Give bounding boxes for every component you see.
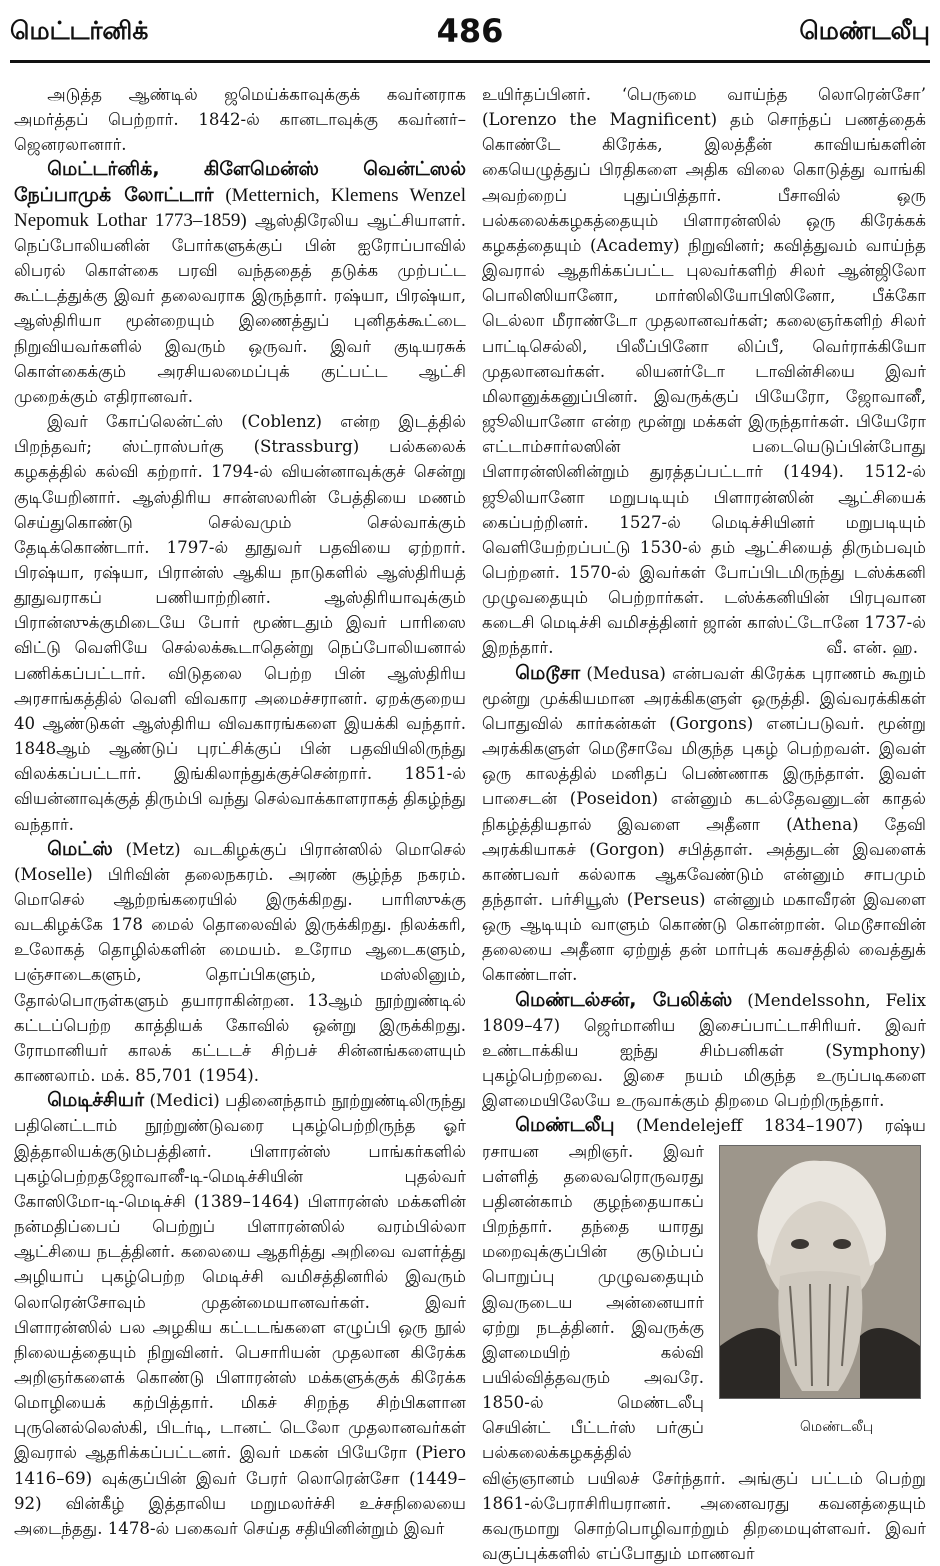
entry-body-medici-continued <box>482 82 926 661</box>
entry-body-metternich: ஆஸ்திரேலிய ஆட்சியாளர். நெப்போலியனின் போர்களுக்குப் பின் ஐரோப்பாவில் லிபரல் கொள்கை பரவி வந்ததைத் தடுக்க முற்பட்ட கூட்டத்துக்கு இவர் தலைவராக இருந்தார். ரஷ்யா, பிரஷ்யா, ஆஸ்திரியா மூன்றையும் இணைத்துப் புனிதக்கூட்டை நிறுவியவர்களில் இவரும் ஒருவர். இவர் குடியரசுக் கொள்கைக்கும் அரசியலமைப்புக் குட்பட்ட ஆட்சி முறைக்கும் எதிரானவர். <box>14 210 466 406</box>
portrait-photo <box>719 1145 921 1399</box>
entry-body-metternich-2: இவர் கோப்லென்ட்ஸ் (Coblenz) என்ற இடத்தில் பிறந்தவர்; ஸ்ட்ராஸ்பர்கு (Strassburg) பல்கலைக் கழகத்தில் கல்வி கற்றார். 1794-ல் வியன்னாவுக்குச் சென்று குடியேறினார். ஆஸ்திரிய சான்ஸலரின் பேத்தியை மணம் செய்துகொண்டு செல்வமும் செல்வாக்கும் தேடிக்கொண்டார். 1797-ல் தூதுவர் பதவியை ஏற்றார். பிரஷ்யா, ரஷ்யா, பிரான்ஸ் ஆகிய நாடுகளில் ஆஸ்திரியத் தூதுவராகப் பணியாற்றினர். ஆஸ்திரியாவுக்கும் பிரான்ஸுக்குமிடையே போர் மூண்டதும் இவர் பாரிஸை விட்டு வெளியே செல்லக்கூடாதென்று நெப்போலியனால் பணிக்கப்பட்டார். விடுதலை பெற்ற பின் ஆஸ்திரிய அரசாங்கத்தில் வெளி விவகார அமைச்சரானர். ஏறக்குறைய 40 ஆண்டுகள் ஆஸ்திரிய விவகாரங்களை இயக்கி வந்தார். 1848ஆம் ஆண்டுப் புரட்சிக்குப் பின் பதவியிலிருந்து விலக்கப்பட்டார். இங்கிலாந்துக்குச்சென்றார். 1851-ல் வியன்னாவுக்குத் திரும்பி வந்து செல்வாக்காளராகத் திகழ்ந்து வந்தார். <box>14 412 466 834</box>
entry-body-metz: வடகிழக்குப் பிரான்ஸில் மொசெல் (Moselle) பிரிவின் தலைநகரம். அரண் சூழ்ந்த நகரம். மொசெல் ஆற்றங்கரையில் இருக்கிறது. பாரிஸுக்கு வடகிழக்கே 178 மைல் தொலைவில் இருக்கிறது. நிலக்கரி, உலோகத் தொழில்களின் மையம். உரோம ஆடைகளும், பஞ்சாடைகளும், தொப்பிகளும், மஸ்லினும், தோல்பொருள்களும் தயாராகின்றன. 13ஆம் நூற்றுண்டில் கட்டப்பெற்ற காத்தியக் கோவில் ஒன்று இருக்கிறது. ரோமானியர் காலக் கட்டடச் சிற்பச் சின்னங்களையும் காணலாம். மக். 85,701 (1954). <box>14 839 467 1086</box>
entry-title-mendelssohn: மெண்டல்சன், பேலிக்ஸ் <box>515 988 733 1011</box>
entry-title-medusa: மெடூசா <box>515 661 581 684</box>
entry-latin-metz: (Metz) <box>125 839 181 859</box>
entry-body-mendeleev: ரஷ்ய ரசாயன அறிஞர். இவர் பள்ளித் தலைவரொருவரது பதினன்காம் குழந்தையாகப் பிறந்தார். தந்தை யாரது மறைவுக்குப்பின் குடும்பப் பொறுப்பு முழுவதையும் இவருடைய அன்னையார் ஏற்று நடத்தினர். இவருக்கு இளமையிற் கல்வி பயில்வித்தவரும் அவரே. 1850-ல் மெண்டலீபு செயின்ட் பீட்டர்ஸ் பர்குப் பல்கலைக்கழகத்தில் விஞ்ஞானம் பயிலச் சேர்ந்தார். அங்குப் பட்டம் பெற்று 1861-ல்பேராசிரியரானர். அனைவரது கவனத்தையும் கவருமாறு சொற்பொழிவாற்றும் திறமையுள்ளவர். இவர் வகுப்புக்களில் எப்போதும் மாணவர் <box>482 1116 926 1564</box>
entry-body-medusa: என்பவள் கிரேக்க புராணம் கூறும் மூன்று முக்கியமான அரக்கிகளுள் ஒருத்தி. இவ்வரக்கிகள் பொதுவில் கார்கன்கள் (Gorgons) எனப்படுவர். மூன்று அரக்கிகளுள் மெடூசாவே மிகுந்த புகழ் பெற்றவள். இவள் ஒரு காலத்தில் மனிதப் பெண்ணாக இருந்தாள். இவள் பாசைடன் (Poseidon) என்னும் கடல்தேவனுடன் காதல் நிகழ்த்தியதால் இவளை அதீனா (Athena) தேவி அரக்கியாகச் (Gorgon) சபித்தாள். அத்துடன் இவளைக் காண்பவர் கல்லாக ஆகவேண்டும் என்னும் சாபமும் தந்தாள். பர்சியூஸ் (Perseus) என்னும் மகாவீரன் இவளை ஒரு ஆடியும் வாளும் கொண்டு கொன்றான். மெடூசாவின் தலையை அதீனா ஏற்றுத் தன் மார்புக் கவசத்தில் வைத்துக் கொண்டாள். <box>482 663 926 985</box>
portrait-figure <box>714 1145 926 1440</box>
paragraph-continued: அடுத்த ஆண்டில் ஜமெய்க்காவுக்குக் கவர்னராக அமர்த்தப் பெற்றார். 1842-ல் கானடாவுக்கு கவர்னர்–ஜெனரலானார். <box>14 85 466 155</box>
entry-latin-mendelssohn: (Mendelssohn, Felix 1809–47) <box>482 990 926 1035</box>
entry-latin-medusa: (Medusa) <box>586 663 666 683</box>
portrait-caption: மெண்டலீபு <box>800 1418 874 1435</box>
right-column <box>482 82 926 1564</box>
entry-title-medici: மெடிச்சியர் <box>47 1089 145 1112</box>
entry-mendelssohn <box>482 988 926 1114</box>
header-rule <box>10 60 930 63</box>
entry-title-mendeleev: மெண்டலீபு <box>515 1114 615 1137</box>
left-column <box>14 82 467 1538</box>
entry-metternich <box>14 157 466 409</box>
running-head-right: மெண்டலீபு <box>799 16 930 45</box>
entry-medusa <box>482 661 926 988</box>
entry-title-metz: மெட்ஸ் <box>47 837 113 860</box>
running-head-left: மெட்டர்னிக் <box>10 16 149 45</box>
entry-title-metternich: மெட்டர்னிக், கிளேமென்ஸ் வென்ட்ஸல் நேப்பாமுக் லோட்டார் <box>14 158 466 206</box>
entry-body-medici: பதினைந்தாம் நூற்றுண்டிலிருந்து பதினெட்டாம் நூற்றுண்டுவரை புகழ்பெற்றிருந்த ஓர் இத்தாலியக்குடும்பத்தினர். பிளாரன்ஸ் பாங்கர்களில் புகழ்பெற்றதஜோவானீ-டி-மெடிச்சியின் புதல்வர் கோஸிமோ-டி-மெடிச்சி (1389–1464) பிளாரன்ஸ் மக்களின் நன்மதிப்பைப் பெற்றுப் பிளாரன்ஸில் வரம்பில்லா ஆட்சியை நடத்தினர். கலையை ஆதரித்து அறிவை வளர்த்து அழியாப் புகழ்பெற்ற மெடிச்சி வமிசத்தினரில் இவரும் லொரென்சோவும் முதன்மையானவர்கள். இவர் பிளாரன்ஸில் பல அழகிய கட்டடங்களை எழுப்பி ஒரு நூல் நிலையத்தையும் நிறுவினர். பெசாரியன் முதலான கிரேக்க அறிஞர்களைக் கொண்டு பிளாரன்ஸ் மக்களுக்குக் கிரேக்க மொழியைக் கற்பித்தார். மிகச் சிறந்த சிற்பிகளான புருனெல்லெஸ்கி, பிடர்டி, டானட் டெலோ முதலானவர்கள் இவரால் ஆதரிக்கப்பட்டனர். இவர் மகன் பியேரோ (Piero 1416–69) வுக்குப்பின் இவர் பேரர் லொரென்சோ (1449–92) வின்கீழ் இத்தாலிய மறுமலர்ச்சி உச்சநிலையை அடைந்தது. 1478-ல் பகைவர் செய்த சதியினின்றும் இவர் <box>14 1091 467 1538</box>
entry-medici <box>14 1088 466 1541</box>
portrait-sketch <box>720 1146 920 1398</box>
entry-latin-metternich: (Metternich, Klemens Wenzel Nepomuk Lothar 1773–1859) <box>14 184 466 231</box>
entry-mendeleev <box>482 1113 926 1566</box>
author-signature: வீ. என். ஹ. <box>826 638 918 658</box>
page-header <box>10 12 930 64</box>
page-number: 486 <box>436 12 504 50</box>
entry-body-mendelssohn: ஜெர்மானிய இசைப்பாட்டாசிரியர். இவர் உண்டாக்கிய ஐந்து சிம்பனிகள் (Symphony) புகழ்பெற்றவை. இசை நயம் மிகுந்த உருப்படிகளை இளமையிலேயே உருவாக்கும் திறமை பெற்றிருந்தார். <box>482 1015 926 1111</box>
medici-continued-text: உயிர்தப்பினர். ‘பெருமை வாய்ந்த லொரென்சோ’ (Lorenzo the Magnificent) தம் சொந்தப் பணத்தைக் கொண்டே கிரேக்க, இலத்தீன் காவியங்களின் கையெழுத்துப் பிரதிகளை அதிக விலை கொடுத்து வாங்கி அவற்றைப் புதுப்பித்தார். பீசாவில் ஒரு பல்கலைக்கழகத்தையும் பிளாரன்ஸில் ஒரு கிரேக்கக் கழகத்தையும் (Academy) நிறுவினர்; கவித்துவம் வாய்ந்த இவரால் ஆதரிக்கப்பட்ட புலவர்களிற் சிலர் ஆன்ஜிலோ பொலிஸியானோ, மார்ஸிலியோபிஸினோ, பீக்கோ டெல்லா மீராண்டோ முதலானவர்கள்; கலைஞர்களிற் சிலர் பாட்டிசெல்லி, பிலீப்பினோ லிப்பீ, வெர்ராக்கியோ முதலானவர்கள். லியனர்டோ டாவின்சியை இவர் மிலானுக்கனுப்பினர். இவருக்குப் பியேரோ, ஜோவானீ, ஜூலியானோ என்ற மூன்று மக்கள் இருந்தார்கள். பியேரோ எட்டாம்சார்லஸின் படையெடுப்பின்போது பிளாரன்ஸினின்றும் துரத்தப்பட்டார் (1494). 1512-ல் ஜூலியானோ மறுபடியும் பிளாரன்ஸின் ஆட்சியைக் கைப்பற்றினர். 1527-ல் மெடிச்சியினர் மறுபடியும் வெளியேற்றப்பட்டு 1530-ல் தம் ஆட்சியைத் திரும்பவும் பெற்றனர். 1570-ல் இவர்கள் போப்பிடமிருந்து டஸ்க்கனி முழுவதையும் பெற்றார்கள். டஸ்க்கனியின் பிரபுவான கடைசி மெடிச்சி வமிசத்தினர் ஜான் காஸ்ட்டோனே 1737-ல் இறந்தார். <box>482 85 926 658</box>
entry-latin-medici: (Medici) <box>149 1091 220 1111</box>
entry-metz <box>14 837 466 1089</box>
entry-latin-mendeleev: (Mendelejeff 1834–1907) <box>636 1116 864 1136</box>
